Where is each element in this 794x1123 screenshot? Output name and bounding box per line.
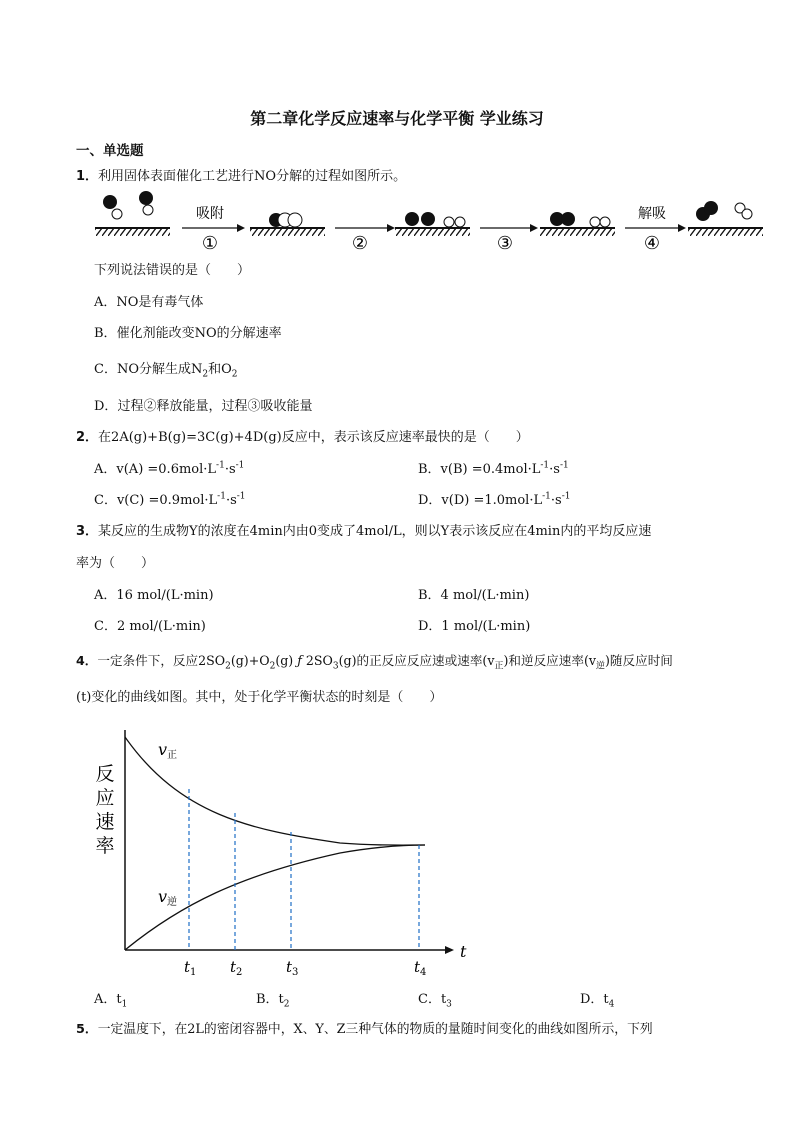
- option-1c[interactable]: C．NO分解生成$N_2$和$O_2$: [94, 362, 238, 380]
- tick-label-t4: $t_4$: [414, 958, 427, 978]
- catalyst-surface: [688, 228, 763, 236]
- option-1d[interactable]: D．过程②释放能量，过程③吸收能量: [94, 399, 313, 414]
- option-3b[interactable]: B．4 mol/(L·min): [418, 588, 530, 603]
- question-1-prompt: 下列说法错误的是（ ）: [94, 263, 251, 278]
- question-number: 5．: [76, 1022, 98, 1037]
- dissociated-atoms: [405, 212, 465, 227]
- product-molecules: [550, 212, 610, 227]
- x-axis-label: t: [460, 942, 467, 961]
- y-axis-label-char: 应: [95, 787, 115, 809]
- adsorption-label: 吸附: [196, 206, 224, 222]
- option-4c[interactable]: C．$t_3$: [418, 992, 452, 1010]
- option-1b[interactable]: B．催化剂能改变NO的分解速率: [94, 326, 282, 341]
- catalyst-surface: [250, 228, 325, 236]
- question-4-stem-cont: (t)变化的曲线如图。其中，处于化学平衡状态的时刻是（ ）: [76, 690, 443, 705]
- tick-label-t3: $t_3$: [286, 958, 299, 978]
- question-text: 一定温度下，在2L的密闭容器中，X、Y、Z三种气体的物质的量随时间变化的曲线如图所示，下列: [97, 1022, 653, 1037]
- step-arrow-4: [625, 224, 686, 232]
- no-molecule-2: [139, 191, 153, 215]
- rate-time-chart: [90, 725, 490, 980]
- x-axis-arrow: [445, 946, 454, 954]
- released-molecules: [696, 201, 752, 221]
- desorption-label: 解吸: [638, 206, 666, 222]
- question-number: 4．: [76, 653, 98, 668]
- step-arrow-2: [335, 224, 395, 232]
- equilibrium-arrow-glyph: ƒ: [297, 653, 302, 668]
- adsorbed-molecules: [269, 213, 302, 227]
- option-4b[interactable]: B．$t_2$: [256, 992, 290, 1010]
- question-number: 2．: [76, 430, 99, 445]
- question-number: 1．: [76, 169, 99, 184]
- question-text: 某反应的生成物Y的浓度在4min内由0变成了4mol/L，则以Y表示该反应在4min内的平均反应速: [98, 524, 652, 539]
- step-4-marker: ④: [643, 233, 661, 254]
- option-3d[interactable]: D．1 mol/(L·min): [418, 619, 531, 634]
- catalyst-surface: [95, 228, 170, 236]
- question-text: 在2A(g)+B(g)=3C(g)+4D(g)反应中，表示该反应速率最快的是（ ）: [98, 430, 529, 445]
- step-arrow-1: [182, 224, 245, 232]
- series-label-reverse: v逆: [158, 887, 178, 908]
- question-2-stem: [76, 426, 529, 445]
- question-3-stem-cont: 率为（ ）: [76, 556, 155, 571]
- question-5-stem: [76, 1018, 653, 1037]
- option-2c[interactable]: C．$v(C) =0.9mol\cdot L^{-1}\cdot s^{-1}$: [94, 491, 246, 508]
- catalysis-process-diagram: [90, 188, 780, 258]
- option-1a[interactable]: A．NO是有毒气体: [94, 295, 204, 310]
- option-2b[interactable]: B．$v(B) =0.4mol\cdot L^{-1}\cdot s^{-1}$: [418, 460, 569, 477]
- option-4a[interactable]: A．$t_1$: [94, 992, 128, 1010]
- question-4-stem: 4．一定条件下，反应$2SO_2(g)+O_2(g)$ ƒ $2SO_3(g)$的正反应反应速或速率$(v_正)$和逆反应速率$(v_逆)$随反应时间: [76, 653, 673, 672]
- y-axis-label-char: 率: [95, 835, 115, 857]
- question-number: 3．: [76, 524, 99, 539]
- step-1-marker: ①: [201, 233, 219, 254]
- step-3-marker: ③: [496, 233, 514, 254]
- step-arrow-3: [480, 224, 538, 232]
- option-3a[interactable]: A．16 mol/(L·min): [94, 588, 214, 603]
- page-title: 第二章化学反应速率与化学平衡 学业练习: [250, 109, 544, 128]
- option-2d[interactable]: D．$v(D) =1.0mol\cdot L^{-1}\cdot s^{-1}$: [418, 491, 571, 508]
- option-4d[interactable]: D．$t_4$: [580, 992, 615, 1010]
- section-heading: 一、单选题: [76, 143, 144, 159]
- question-1-stem: [76, 165, 406, 184]
- option-3c[interactable]: C．2 mol/(L·min): [94, 619, 206, 634]
- no-molecule-1: [103, 195, 122, 219]
- option-2a[interactable]: A．$v(A) =0.6mol\cdot L^{-1}\cdot s^{-1}$: [94, 460, 245, 477]
- question-text: 利用固体表面催化工艺进行NO分解的过程如图所示。: [98, 169, 407, 184]
- step-2-marker: ②: [351, 233, 369, 254]
- y-axis-label-char: 反: [95, 763, 115, 785]
- tick-label-t1: $t_1$: [184, 958, 197, 978]
- tick-label-t2: $t_2$: [230, 958, 243, 978]
- y-axis-label-char: 速: [95, 811, 115, 833]
- series-label-forward: v正: [158, 740, 178, 761]
- catalyst-surface: [540, 228, 615, 236]
- catalyst-surface: [395, 228, 470, 236]
- question-3-stem: [76, 520, 651, 539]
